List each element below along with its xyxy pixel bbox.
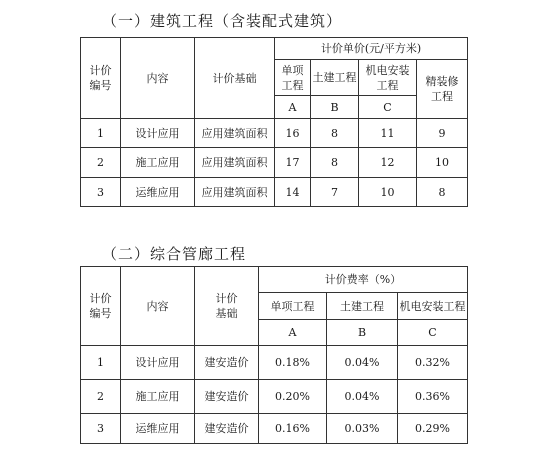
header-col-c: 机电安装工程 bbox=[398, 293, 468, 320]
table-cell: 10 bbox=[417, 148, 468, 178]
table-cell: 7 bbox=[311, 178, 359, 207]
header-letter-b: B bbox=[327, 320, 398, 346]
table-cell: 0.20% bbox=[259, 380, 327, 414]
header-basis: 计价基础 bbox=[195, 38, 275, 119]
table-cell: 0.29% bbox=[398, 414, 468, 444]
pipe-gallery-rate-table bbox=[80, 266, 468, 444]
table-row bbox=[81, 414, 468, 444]
table-cell: 1 bbox=[81, 119, 121, 148]
header-letter-c: C bbox=[359, 96, 417, 119]
table-cell: 设计应用 bbox=[121, 346, 195, 380]
table-row bbox=[81, 119, 468, 148]
table-cell: 3 bbox=[81, 178, 121, 207]
table-cell: 8 bbox=[311, 148, 359, 178]
table-cell: 1 bbox=[81, 346, 121, 380]
header-unit-price: 计价单价(元/平方米) bbox=[275, 38, 468, 60]
building-price-table bbox=[80, 37, 468, 207]
table-cell: 0.16% bbox=[259, 414, 327, 444]
header-code: 计价 编号 bbox=[81, 38, 121, 119]
table-cell: 应用建筑面积 bbox=[195, 119, 275, 148]
section2-title: （二）综合管廊工程 bbox=[102, 245, 247, 263]
table-cell: 9 bbox=[417, 119, 468, 148]
table-cell: 3 bbox=[81, 414, 121, 444]
table-cell: 运维应用 bbox=[121, 178, 195, 207]
table-cell: 10 bbox=[359, 178, 417, 207]
table-cell: 0.36% bbox=[398, 380, 468, 414]
table-cell: 11 bbox=[359, 119, 417, 148]
table-cell: 施工应用 bbox=[121, 380, 195, 414]
header-letter-a: A bbox=[275, 96, 311, 119]
table-cell: 17 bbox=[275, 148, 311, 178]
table-cell: 建安造价 bbox=[195, 380, 259, 414]
section1-title: （一）建筑工程（含装配式建筑） bbox=[102, 12, 343, 30]
header-content: 内容 bbox=[121, 38, 195, 119]
table-cell: 16 bbox=[275, 119, 311, 148]
table-cell: 0.04% bbox=[327, 346, 398, 380]
header-col-a: 单项 工程 bbox=[275, 60, 311, 96]
table-cell: 8 bbox=[417, 178, 468, 207]
table-cell: 0.18% bbox=[259, 346, 327, 380]
header-col-b: 土建工程 bbox=[311, 60, 359, 96]
table-cell: 建安造价 bbox=[195, 414, 259, 444]
table-row bbox=[81, 178, 468, 207]
table-cell: 0.32% bbox=[398, 346, 468, 380]
table-cell: 运维应用 bbox=[121, 414, 195, 444]
table-cell: 0.03% bbox=[327, 414, 398, 444]
header-rate: 计价费率（%） bbox=[259, 267, 468, 293]
header-col-a: 单项工程 bbox=[259, 293, 327, 320]
header-code: 计价 编号 bbox=[81, 267, 121, 346]
header-letter-b: B bbox=[311, 96, 359, 119]
header-col-d: 精装修 工程 bbox=[417, 60, 468, 119]
table-cell: 12 bbox=[359, 148, 417, 178]
table-cell: 0.04% bbox=[327, 380, 398, 414]
table-row bbox=[81, 346, 468, 380]
table-cell: 14 bbox=[275, 178, 311, 207]
table-cell: 应用建筑面积 bbox=[195, 148, 275, 178]
table-row bbox=[81, 148, 468, 178]
header-basis: 计价 基础 bbox=[195, 267, 259, 346]
header-col-c: 机电安装 工程 bbox=[359, 60, 417, 96]
table-cell: 2 bbox=[81, 148, 121, 178]
header-col-b: 土建工程 bbox=[327, 293, 398, 320]
table-cell: 2 bbox=[81, 380, 121, 414]
header-content: 内容 bbox=[121, 267, 195, 346]
header-letter-a: A bbox=[259, 320, 327, 346]
table-cell: 8 bbox=[311, 119, 359, 148]
table-cell: 设计应用 bbox=[121, 119, 195, 148]
header-letter-c: C bbox=[398, 320, 468, 346]
table-cell: 应用建筑面积 bbox=[195, 178, 275, 207]
table-cell: 建安造价 bbox=[195, 346, 259, 380]
table-cell: 施工应用 bbox=[121, 148, 195, 178]
table-row bbox=[81, 380, 468, 414]
